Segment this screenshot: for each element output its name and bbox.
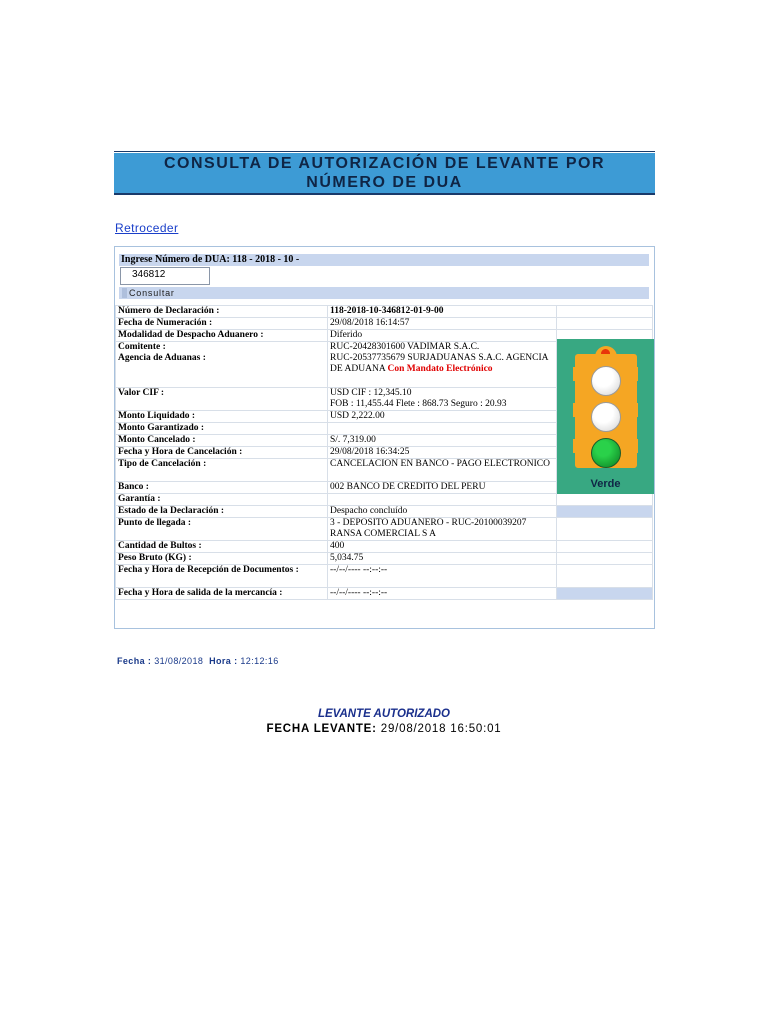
row-value: 400 [328, 541, 557, 553]
consult-row [119, 287, 649, 299]
page-header [114, 153, 655, 195]
fob-breakdown: FOB : 11,455.44 Flete : 868.73 Seguro : 20.93 [330, 399, 507, 409]
consult-button[interactable]: Consultar [121, 287, 175, 299]
yellow-lamp [591, 402, 621, 432]
table-row [116, 506, 653, 518]
row-label: Punto de llegada : [116, 518, 328, 541]
agencia-label: Agencia de Aduanas : [118, 353, 206, 363]
row-label: Estado de la Declaración : [116, 506, 328, 518]
row-value: --/--/---- --:--:-- [328, 588, 557, 600]
side-cell [557, 318, 653, 330]
row-value: 29/08/2018 16:34:25 [328, 447, 557, 459]
hora-value: 12:12:16 [240, 656, 279, 666]
table-row [116, 494, 653, 506]
row-label: Modalidad de Despacho Aduanero : [116, 330, 328, 342]
row-label [116, 342, 328, 388]
side-cell [557, 553, 653, 565]
levante-status: LEVANTE AUTORIZADO [317, 708, 451, 720]
row-label: Monto Cancelado : [116, 435, 328, 447]
row-value: CANCELACION EN BANCO - PAGO ELECTRONICO [328, 459, 557, 482]
row-value: 3 - DEPOSITO ADUANERO - RUC-20100039207 RANSA COMERCIAL S A [328, 518, 557, 541]
row-value: 5,034.75 [328, 553, 557, 565]
row-label: Monto Garantizado : [116, 423, 328, 435]
table-row [116, 553, 653, 565]
row-label: Fecha y Hora de Cancelación : [116, 447, 328, 459]
table-row [116, 565, 653, 588]
mandato-badge: Con Mandato Electrónico [387, 364, 493, 374]
row-value: Despacho concluído [328, 506, 557, 518]
row-value: 002 BANCO DE CREDITO DEL PERU [328, 482, 557, 494]
row-value: --/--/---- --:--:-- [328, 565, 557, 588]
cif-value: USD CIF : 12,345.10 [330, 388, 412, 398]
traffic-light-wing [573, 403, 586, 417]
row-value [328, 494, 557, 506]
dua-number-input[interactable]: 346812 [120, 267, 210, 285]
traffic-light-wing [625, 439, 638, 453]
table-row [116, 306, 653, 318]
side-cell [557, 306, 653, 318]
table-row [116, 318, 653, 330]
row-value: USD 2,222.00 [328, 411, 557, 423]
table-row [116, 588, 653, 600]
row-label: Monto Liquidado : [116, 411, 328, 423]
traffic-light-wing [573, 439, 586, 453]
page-title: CONSULTA DE AUTORIZACIÓN DE LEVANTE POR NÚMERO DE DUA [163, 155, 606, 191]
row-label: Fecha de Numeración : [116, 318, 328, 330]
comitente-label: Comitente : [118, 342, 166, 352]
comitente-value: RUC-20428301600 VADIMAR S.A.C. [330, 342, 480, 352]
side-cell [557, 494, 653, 506]
row-value: 29/08/2018 16:14:57 [328, 318, 557, 330]
traffic-light-wing [625, 403, 638, 417]
traffic-light-wing [573, 367, 586, 381]
traffic-light-status: Verde [590, 478, 621, 490]
row-label: Fecha y Hora de Recepción de Documentos : [116, 565, 328, 588]
row-value: S/. 7,319.00 [328, 435, 557, 447]
row-value: Diferido [328, 330, 557, 342]
levante-date-value: 29/08/2018 16:50:01 [380, 723, 502, 735]
traffic-light-wing [625, 367, 638, 381]
levante-date [0, 723, 768, 735]
row-label: Tipo de Cancelación : [116, 459, 328, 482]
row-label: Cantidad de Bultos : [116, 541, 328, 553]
side-cell [557, 565, 653, 588]
table-row [116, 518, 653, 541]
side-cell [557, 541, 653, 553]
green-lamp [591, 438, 621, 468]
row-value: 118-2018-10-346812-01-9-00 [328, 306, 557, 318]
fecha-label: Fecha : [117, 656, 152, 666]
side-cell [557, 518, 653, 541]
row-label: Valor CIF : [116, 388, 328, 411]
red-lamp [591, 366, 621, 396]
hora-label: Hora : [209, 656, 238, 666]
agencia-value [330, 353, 554, 375]
row-label: Banco : [116, 482, 328, 494]
row-label: Peso Bruto (KG) : [116, 553, 328, 565]
side-cell [557, 588, 653, 600]
agencia-text: RUC-20537735679 SURJADUANAS S.A.C. AGENCIA DE ADUANA [330, 353, 548, 374]
row-label: Fecha y Hora de salida de la mercancía : [116, 588, 328, 600]
side-cell [557, 506, 653, 518]
row-value [328, 388, 557, 411]
header-top-rule [114, 151, 655, 152]
levante-date-label: FECHA LEVANTE: [266, 723, 377, 735]
row-value [328, 423, 557, 435]
fecha-value: 31/08/2018 [154, 656, 204, 666]
row-label: Garantía : [116, 494, 328, 506]
row-value [328, 342, 557, 388]
back-link[interactable]: Retroceder [115, 221, 179, 235]
dua-number-label: Ingrese Número de DUA: 118 - 2018 - 10 - [121, 254, 300, 265]
query-datetime [117, 656, 279, 666]
traffic-light-panel [557, 339, 654, 494]
row-label: Número de Declaración : [116, 306, 328, 318]
table-row [116, 541, 653, 553]
